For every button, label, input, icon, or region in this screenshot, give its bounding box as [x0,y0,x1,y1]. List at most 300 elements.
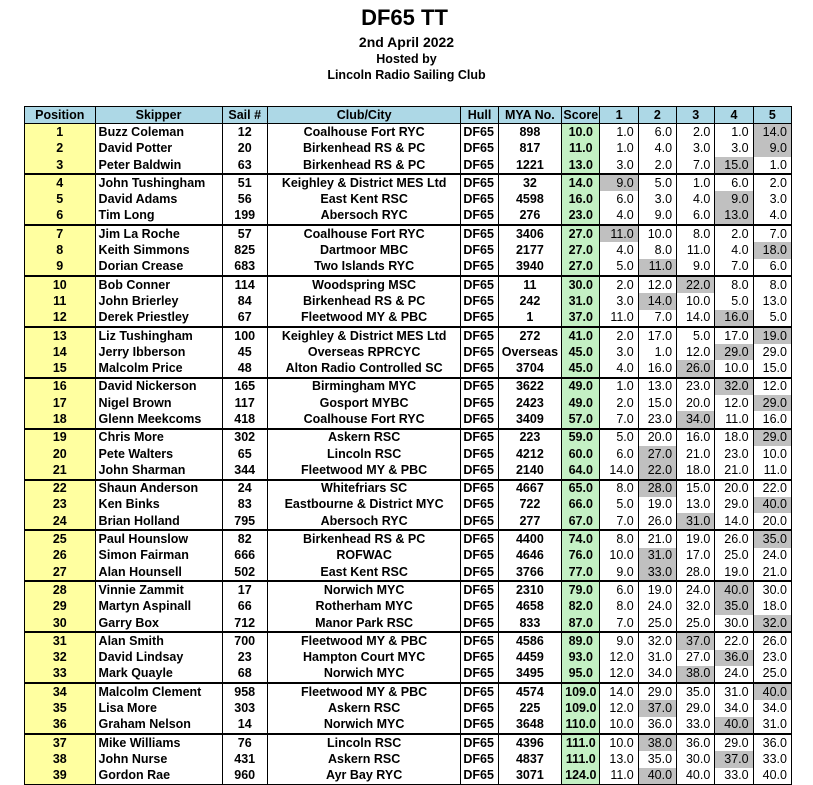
table-row [25,344,792,360]
race-3-cell: 19.0 [677,530,715,547]
sail-number-cell: 51 [222,174,267,191]
skipper-cell: David Nickerson [95,378,222,395]
race-5-cell: 40.0 [753,683,791,700]
race-2-cell: 15.0 [638,395,676,411]
col-race-2: 2 [638,107,676,124]
position-cell: 30 [25,615,96,632]
mya-number-cell: 2177 [498,242,561,258]
table-row [25,581,792,598]
mya-number-cell: 1 [498,310,561,327]
skipper-cell: Pete Walters [95,446,222,462]
race-1-cell: 14.0 [600,683,638,700]
sail-number-cell: 24 [222,480,267,497]
race-3-cell: 6.0 [677,208,715,225]
club-cell: Two Islands RYC [267,259,461,276]
col-skipper: Skipper [95,107,222,124]
mya-number-cell: 3648 [498,717,561,734]
club-cell: Birkenhead RS & PC [267,293,461,309]
hull-cell: DF65 [461,157,498,174]
club-cell: Abersoch RYC [267,208,461,225]
table-row [25,276,792,293]
race-3-cell: 11.0 [677,242,715,258]
score-cell: 109.0 [562,700,600,716]
position-cell: 27 [25,564,96,581]
race-1-cell: 10.0 [600,734,638,751]
club-cell: ROFWAC [267,548,461,564]
sail-number-cell: 84 [222,293,267,309]
race-3-cell: 13.0 [677,497,715,513]
race-2-cell: 10.0 [638,225,676,242]
race-1-cell: 11.0 [600,225,638,242]
race-5-cell: 6.0 [753,259,791,276]
skipper-cell: John Sharman [95,462,222,479]
skipper-cell: Liz Tushingham [95,327,222,344]
results-table [24,106,792,785]
race-5-cell: 12.0 [753,378,791,395]
skipper-cell: Nigel Brown [95,395,222,411]
score-cell: 13.0 [562,157,600,174]
skipper-cell: Jerry Ibberson [95,344,222,360]
skipper-cell: Alan Smith [95,632,222,649]
race-5-cell: 9.0 [753,141,791,157]
race-5-cell: 8.0 [753,276,791,293]
sail-number-cell: 666 [222,548,267,564]
position-cell: 19 [25,429,96,446]
score-cell: 93.0 [562,650,600,666]
race-1-cell: 9.0 [600,632,638,649]
skipper-cell: Tim Long [95,208,222,225]
table-row [25,564,792,581]
race-1-cell: 1.0 [600,378,638,395]
mya-number-cell: 1221 [498,157,561,174]
hull-cell: DF65 [461,513,498,530]
race-3-cell: 16.0 [677,429,715,446]
sail-number-cell: 114 [222,276,267,293]
sail-number-cell: 56 [222,191,267,207]
race-3-cell: 31.0 [677,513,715,530]
score-cell: 111.0 [562,751,600,767]
table-row [25,141,792,157]
mya-number-cell: 4574 [498,683,561,700]
race-4-cell: 21.0 [715,462,753,479]
club-cell: East Kent RSC [267,191,461,207]
race-2-cell: 17.0 [638,327,676,344]
race-3-cell: 25.0 [677,615,715,632]
mya-number-cell: 223 [498,429,561,446]
position-cell: 39 [25,768,96,785]
position-cell: 13 [25,327,96,344]
sail-number-cell: 67 [222,310,267,327]
race-3-cell: 30.0 [677,751,715,767]
col-race-3: 3 [677,107,715,124]
sail-number-cell: 958 [222,683,267,700]
race-4-cell: 26.0 [715,530,753,547]
table-row [25,751,792,767]
race-4-cell: 6.0 [715,174,753,191]
skipper-cell: Buzz Coleman [95,124,222,141]
score-cell: 27.0 [562,225,600,242]
mya-number-cell: 3409 [498,411,561,428]
mya-number-cell: 722 [498,497,561,513]
race-3-cell: 35.0 [677,683,715,700]
race-5-cell: 20.0 [753,513,791,530]
race-1-cell: 3.0 [600,293,638,309]
sail-number-cell: 683 [222,259,267,276]
race-2-cell: 23.0 [638,411,676,428]
race-5-cell: 36.0 [753,734,791,751]
race-2-cell: 19.0 [638,581,676,598]
race-1-cell: 13.0 [600,751,638,767]
club-cell: Birkenhead RS & PC [267,141,461,157]
position-cell: 18 [25,411,96,428]
sail-number-cell: 117 [222,395,267,411]
position-cell: 34 [25,683,96,700]
table-row [25,191,792,207]
hull-cell: DF65 [461,751,498,767]
race-3-cell: 8.0 [677,225,715,242]
hull-cell: DF65 [461,411,498,428]
hull-cell: DF65 [461,548,498,564]
race-4-cell: 13.0 [715,208,753,225]
race-2-cell: 27.0 [638,446,676,462]
race-3-cell: 22.0 [677,276,715,293]
score-cell: 30.0 [562,276,600,293]
position-cell: 17 [25,395,96,411]
position-cell: 24 [25,513,96,530]
position-cell: 33 [25,666,96,683]
race-3-cell: 18.0 [677,462,715,479]
mya-number-cell: 3704 [498,360,561,377]
race-5-cell: 14.0 [753,124,791,141]
position-cell: 26 [25,548,96,564]
score-cell: 87.0 [562,615,600,632]
col-hull: Hull [461,107,498,124]
mya-number-cell: 272 [498,327,561,344]
race-2-cell: 36.0 [638,717,676,734]
score-cell: 66.0 [562,497,600,513]
race-5-cell: 22.0 [753,480,791,497]
club-cell: Keighley & District MES Ltd [267,174,461,191]
race-4-cell: 22.0 [715,632,753,649]
col-race-4: 4 [715,107,753,124]
table-row [25,208,792,225]
event-date: 2nd April 2022 [358,34,455,50]
skipper-cell: Bob Conner [95,276,222,293]
race-3-cell: 2.0 [677,124,715,141]
mya-number-cell: 4646 [498,548,561,564]
race-2-cell: 16.0 [638,360,676,377]
sail-number-cell: 65 [222,446,267,462]
club-cell: Fleetwood MY & PBC [267,683,461,700]
sail-number-cell: 48 [222,360,267,377]
hull-cell: DF65 [461,650,498,666]
race-4-cell: 40.0 [715,717,753,734]
hull-cell: DF65 [461,191,498,207]
hull-cell: DF65 [461,310,498,327]
position-cell: 1 [25,124,96,141]
race-3-cell: 33.0 [677,717,715,734]
race-3-cell: 38.0 [677,666,715,683]
race-1-cell: 14.0 [600,462,638,479]
score-cell: 45.0 [562,344,600,360]
sail-number-cell: 63 [222,157,267,174]
skipper-cell: John Brierley [95,293,222,309]
position-cell: 38 [25,751,96,767]
mya-number-cell: 2310 [498,581,561,598]
sail-number-cell: 12 [222,124,267,141]
race-5-cell: 31.0 [753,717,791,734]
skipper-cell: Dorian Crease [95,259,222,276]
race-1-cell: 4.0 [600,242,638,258]
race-3-cell: 28.0 [677,564,715,581]
hull-cell: DF65 [461,174,498,191]
position-cell: 7 [25,225,96,242]
race-4-cell: 30.0 [715,615,753,632]
table-row [25,242,792,258]
club-cell: Ayr Bay RYC [267,768,461,785]
race-5-cell: 5.0 [753,310,791,327]
sail-number-cell: 100 [222,327,267,344]
position-cell: 4 [25,174,96,191]
sail-number-cell: 344 [222,462,267,479]
club-cell: Coalhouse Fort RYC [267,225,461,242]
race-5-cell: 2.0 [753,174,791,191]
club-cell: Keighley & District MES Ltd [267,327,461,344]
club-cell: Norwich MYC [267,581,461,598]
club-cell: Lincoln RSC [267,734,461,751]
race-1-cell: 4.0 [600,360,638,377]
table-row [25,446,792,462]
race-5-cell: 11.0 [753,462,791,479]
race-4-cell: 29.0 [715,734,753,751]
skipper-cell: Chris More [95,429,222,446]
position-cell: 35 [25,700,96,716]
sail-number-cell: 45 [222,344,267,360]
hull-cell: DF65 [461,615,498,632]
hull-cell: DF65 [461,717,498,734]
race-5-cell: 4.0 [753,208,791,225]
skipper-cell: Malcolm Price [95,360,222,377]
table-row [25,548,792,564]
race-3-cell: 4.0 [677,191,715,207]
club-cell: Lincoln RSC [267,446,461,462]
race-4-cell: 15.0 [715,157,753,174]
race-3-cell: 5.0 [677,327,715,344]
table-row [25,717,792,734]
race-5-cell: 23.0 [753,650,791,666]
club-cell: Hampton Court MYC [267,650,461,666]
race-2-cell: 21.0 [638,530,676,547]
race-5-cell: 40.0 [753,768,791,785]
hull-cell: DF65 [461,242,498,258]
mya-number-cell: 3406 [498,225,561,242]
race-3-cell: 32.0 [677,599,715,615]
race-2-cell: 13.0 [638,378,676,395]
hull-cell: DF65 [461,429,498,446]
race-5-cell: 16.0 [753,411,791,428]
club-cell: Abersoch RYC [267,513,461,530]
hull-cell: DF65 [461,446,498,462]
club-cell: Askern RSC [267,429,461,446]
race-4-cell: 35.0 [715,599,753,615]
race-4-cell: 3.0 [715,141,753,157]
race-4-cell: 40.0 [715,581,753,598]
score-cell: 31.0 [562,293,600,309]
mya-number-cell: 4667 [498,480,561,497]
table-row [25,530,792,547]
race-2-cell: 32.0 [638,632,676,649]
race-5-cell: 1.0 [753,157,791,174]
race-1-cell: 8.0 [600,480,638,497]
race-2-cell: 3.0 [638,191,676,207]
score-cell: 124.0 [562,768,600,785]
skipper-cell: Peter Baldwin [95,157,222,174]
hull-cell: DF65 [461,462,498,479]
table-row [25,174,792,191]
sail-number-cell: 795 [222,513,267,530]
sail-number-cell: 66 [222,599,267,615]
race-3-cell: 14.0 [677,310,715,327]
race-3-cell: 7.0 [677,157,715,174]
club-cell: Whitefriars SC [267,480,461,497]
mya-number-cell: 898 [498,124,561,141]
position-cell: 23 [25,497,96,513]
mya-number-cell: 817 [498,141,561,157]
race-1-cell: 6.0 [600,446,638,462]
skipper-cell: Mark Quayle [95,666,222,683]
race-1-cell: 8.0 [600,599,638,615]
race-1-cell: 10.0 [600,717,638,734]
score-cell: 27.0 [562,259,600,276]
score-cell: 27.0 [562,242,600,258]
hull-cell: DF65 [461,276,498,293]
club-cell: Coalhouse Fort RYC [267,411,461,428]
race-1-cell: 5.0 [600,497,638,513]
page-title: DF65 TT [361,5,448,30]
score-cell: 110.0 [562,717,600,734]
race-1-cell: 9.0 [600,564,638,581]
skipper-cell: Graham Nelson [95,717,222,734]
race-5-cell: 29.0 [753,395,791,411]
score-cell: 89.0 [562,632,600,649]
position-cell: 14 [25,344,96,360]
race-4-cell: 2.0 [715,225,753,242]
hull-cell: DF65 [461,599,498,615]
race-5-cell: 13.0 [753,293,791,309]
hull-cell: DF65 [461,293,498,309]
race-2-cell: 31.0 [638,650,676,666]
race-5-cell: 3.0 [753,191,791,207]
table-row [25,700,792,716]
race-3-cell: 27.0 [677,650,715,666]
sail-number-cell: 14 [222,717,267,734]
race-3-cell: 24.0 [677,581,715,598]
skipper-cell: Keith Simmons [95,242,222,258]
club-cell: Gosport MYBC [267,395,461,411]
sail-number-cell: 165 [222,378,267,395]
club-cell: Norwich MYC [267,666,461,683]
table-row [25,615,792,632]
club-cell: Birkenhead RS & PC [267,530,461,547]
race-2-cell: 22.0 [638,462,676,479]
hull-cell: DF65 [461,141,498,157]
race-3-cell: 20.0 [677,395,715,411]
race-3-cell: 1.0 [677,174,715,191]
club-cell: Overseas RPRCYC [267,344,461,360]
position-cell: 28 [25,581,96,598]
club-cell: Norwich MYC [267,717,461,734]
table-row [25,378,792,395]
mya-number-cell: 4396 [498,734,561,751]
mya-number-cell: 2423 [498,395,561,411]
race-4-cell: 37.0 [715,751,753,767]
table-row [25,124,792,141]
race-2-cell: 5.0 [638,174,676,191]
race-2-cell: 38.0 [638,734,676,751]
race-4-cell: 4.0 [715,242,753,258]
race-3-cell: 17.0 [677,548,715,564]
mya-number-cell: 2140 [498,462,561,479]
race-5-cell: 10.0 [753,446,791,462]
table-row [25,599,792,615]
score-cell: 65.0 [562,480,600,497]
race-4-cell: 36.0 [715,650,753,666]
mya-number-cell: 3071 [498,768,561,785]
score-cell: 23.0 [562,208,600,225]
mya-number-cell: 4658 [498,599,561,615]
score-cell: 109.0 [562,683,600,700]
mya-number-cell: 277 [498,513,561,530]
table-row [25,360,792,377]
race-1-cell: 1.0 [600,124,638,141]
race-1-cell: 7.0 [600,411,638,428]
mya-number-cell: 276 [498,208,561,225]
score-cell: 76.0 [562,548,600,564]
race-2-cell: 14.0 [638,293,676,309]
race-5-cell: 18.0 [753,599,791,615]
race-4-cell: 29.0 [715,497,753,513]
race-2-cell: 40.0 [638,768,676,785]
table-row [25,462,792,479]
race-4-cell: 32.0 [715,378,753,395]
race-3-cell: 10.0 [677,293,715,309]
race-1-cell: 12.0 [600,700,638,716]
table-row [25,293,792,309]
hull-cell: DF65 [461,395,498,411]
score-cell: 111.0 [562,734,600,751]
club-cell: Birkenhead RS & PC [267,157,461,174]
skipper-cell: David Potter [95,141,222,157]
race-3-cell: 29.0 [677,700,715,716]
race-2-cell: 24.0 [638,599,676,615]
mya-number-cell: 242 [498,293,561,309]
score-cell: 45.0 [562,360,600,377]
sail-number-cell: 23 [222,650,267,666]
race-2-cell: 33.0 [638,564,676,581]
race-2-cell: 6.0 [638,124,676,141]
table-row [25,395,792,411]
sail-number-cell: 20 [222,141,267,157]
table-row [25,429,792,446]
race-1-cell: 12.0 [600,666,638,683]
race-1-cell: 2.0 [600,395,638,411]
position-cell: 10 [25,276,96,293]
club-cell: Fleetwood MY & PBC [267,632,461,649]
col-score: Score [562,107,600,124]
mya-number-cell: 3940 [498,259,561,276]
race-2-cell: 1.0 [638,344,676,360]
sail-number-cell: 82 [222,530,267,547]
